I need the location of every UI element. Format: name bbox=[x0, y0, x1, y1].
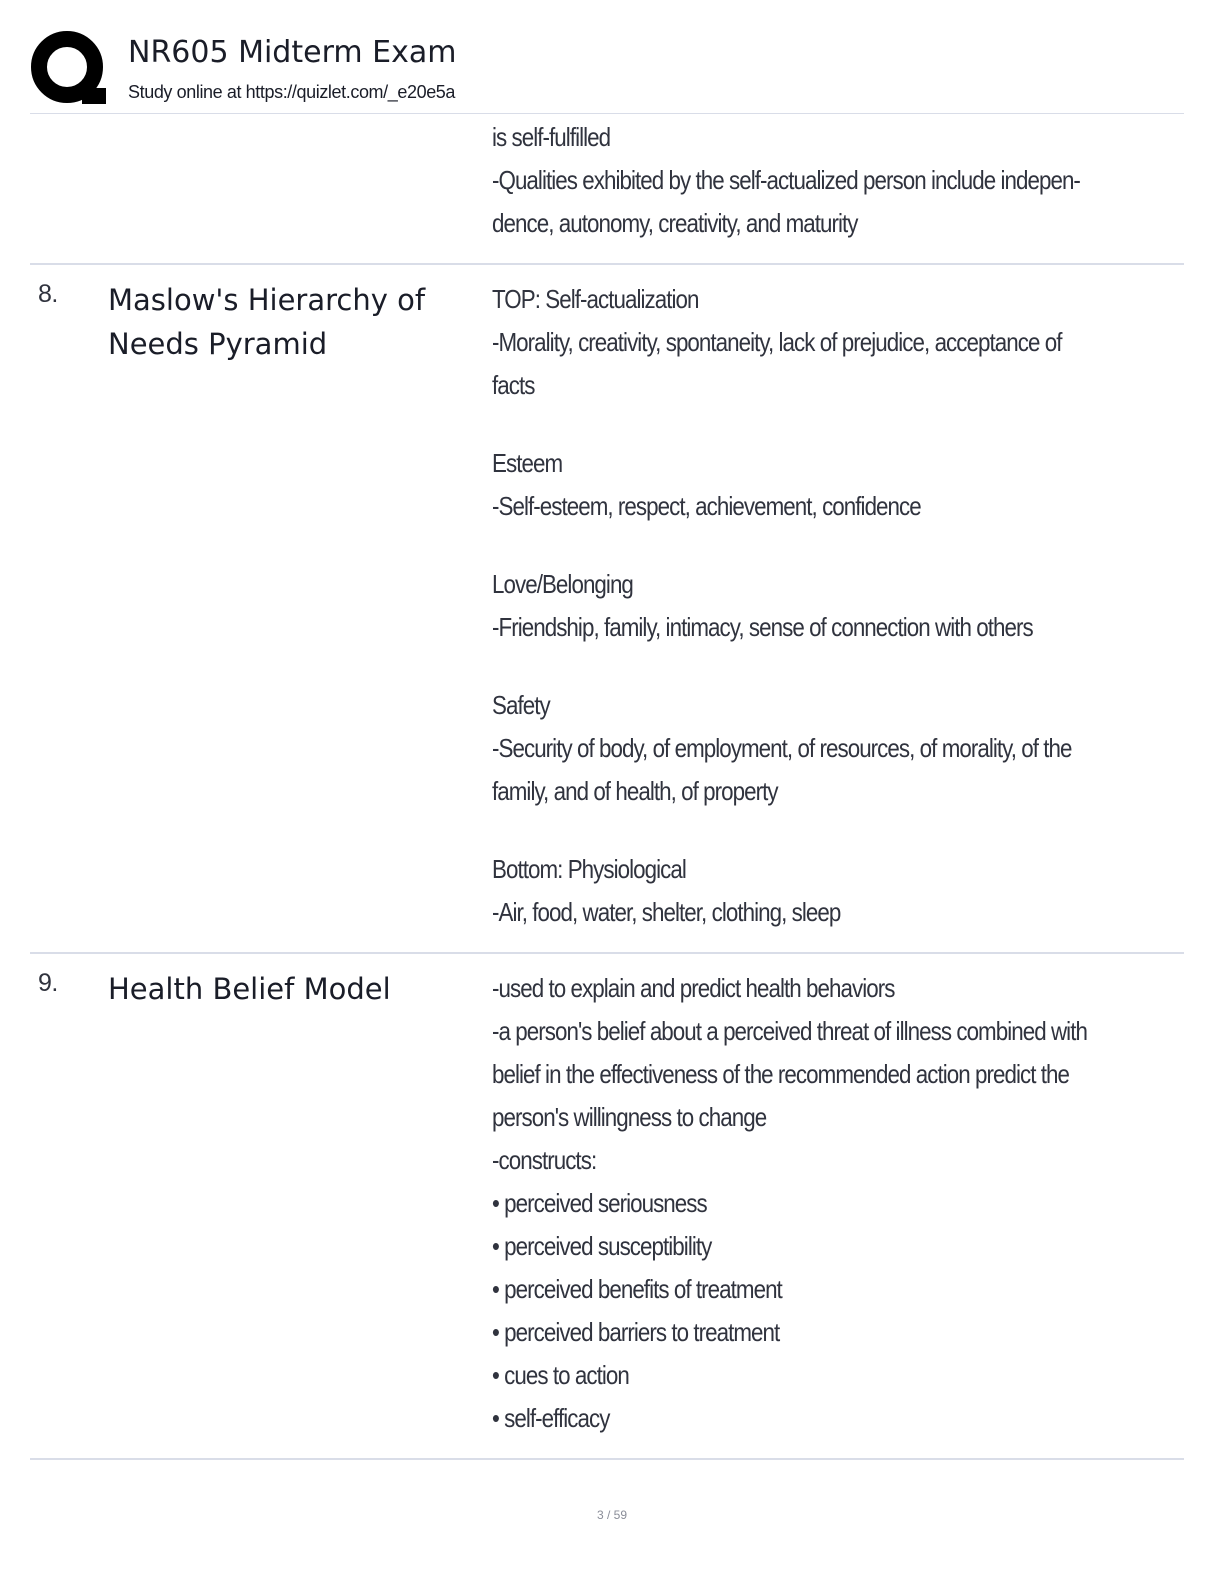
bullet-item: • perceived susceptibility bbox=[492, 1231, 712, 1261]
bullet-item: • cues to action bbox=[492, 1360, 629, 1390]
definition-line: -Qualities exhibited by the self-actualized person include indepen- bbox=[492, 165, 1080, 195]
definition-line: belief in the effectiveness of the recommended action predict the bbox=[492, 1059, 1069, 1089]
bullet-item: • perceived benefits of treatment bbox=[492, 1274, 782, 1304]
definition-line: -used to explain and predict health behaviors bbox=[492, 973, 895, 1003]
definition-line: TOP: Self-actualization bbox=[492, 284, 699, 314]
paragraph-gap bbox=[492, 407, 1077, 442]
definition-line: Love/Belonging bbox=[492, 569, 633, 599]
study-online-link[interactable]: Study online at https://quizlet.com/_e20e5a bbox=[128, 82, 456, 102]
paragraph-gap bbox=[492, 528, 1077, 563]
header-divider bbox=[30, 113, 1184, 114]
card-definition bbox=[492, 967, 1087, 1440]
card-definition bbox=[492, 278, 1077, 934]
definition-line: -Morality, creativity, spontaneity, lack of prejudice, acceptance of bbox=[492, 327, 1062, 357]
definition-line: facts bbox=[492, 370, 535, 400]
document-title: NR605 Midterm Exam bbox=[128, 35, 457, 70]
card-divider bbox=[30, 1458, 1184, 1460]
card-term bbox=[108, 967, 458, 1011]
definition-line: -Friendship, family, intimacy, sense of connection with others bbox=[492, 612, 1033, 642]
term-line: Health Belief Model bbox=[108, 972, 391, 1006]
definition-line: Safety bbox=[492, 690, 550, 720]
card-divider bbox=[30, 263, 1184, 265]
definition-line: person's willingness to change bbox=[492, 1102, 767, 1132]
paragraph-gap bbox=[492, 813, 1077, 848]
term-line: Maslow's Hierarchy of bbox=[108, 283, 426, 317]
bullet-item: • perceived seriousness bbox=[492, 1188, 707, 1218]
term-line: Needs Pyramid bbox=[108, 327, 328, 361]
card-term bbox=[108, 278, 458, 366]
definition-line: -constructs: bbox=[492, 1145, 597, 1175]
definition-line: family, and of health, of property bbox=[492, 776, 778, 806]
definition-line: dence, autonomy, creativity, and maturity bbox=[492, 208, 858, 238]
bullet-item: • perceived barriers to treatment bbox=[492, 1317, 780, 1347]
definition-line: -Self-esteem, respect, achievement, confidence bbox=[492, 491, 921, 521]
card-divider bbox=[30, 952, 1184, 954]
card-number: 9. bbox=[38, 969, 58, 997]
continuation-definition bbox=[492, 116, 1080, 245]
page-number: 3 / 59 bbox=[596, 1508, 628, 1522]
document-header bbox=[30, 30, 1182, 114]
definition-line: -Security of body, of employment, of resources, of morality, of the bbox=[492, 733, 1072, 763]
paragraph-gap bbox=[492, 649, 1077, 684]
card-number: 8. bbox=[38, 280, 58, 308]
definition-line: -a person's belief about a perceived threat of illness combined with bbox=[492, 1016, 1087, 1046]
definition-line: -Air, food, water, shelter, clothing, sleep bbox=[492, 897, 841, 927]
quizlet-logo-icon bbox=[30, 30, 108, 108]
definition-line: Esteem bbox=[492, 448, 563, 478]
definition-line: Bottom: Physiological bbox=[492, 854, 686, 884]
definition-line: is self-fulfilled bbox=[492, 122, 611, 152]
bullet-item: • self-efficacy bbox=[492, 1403, 610, 1433]
